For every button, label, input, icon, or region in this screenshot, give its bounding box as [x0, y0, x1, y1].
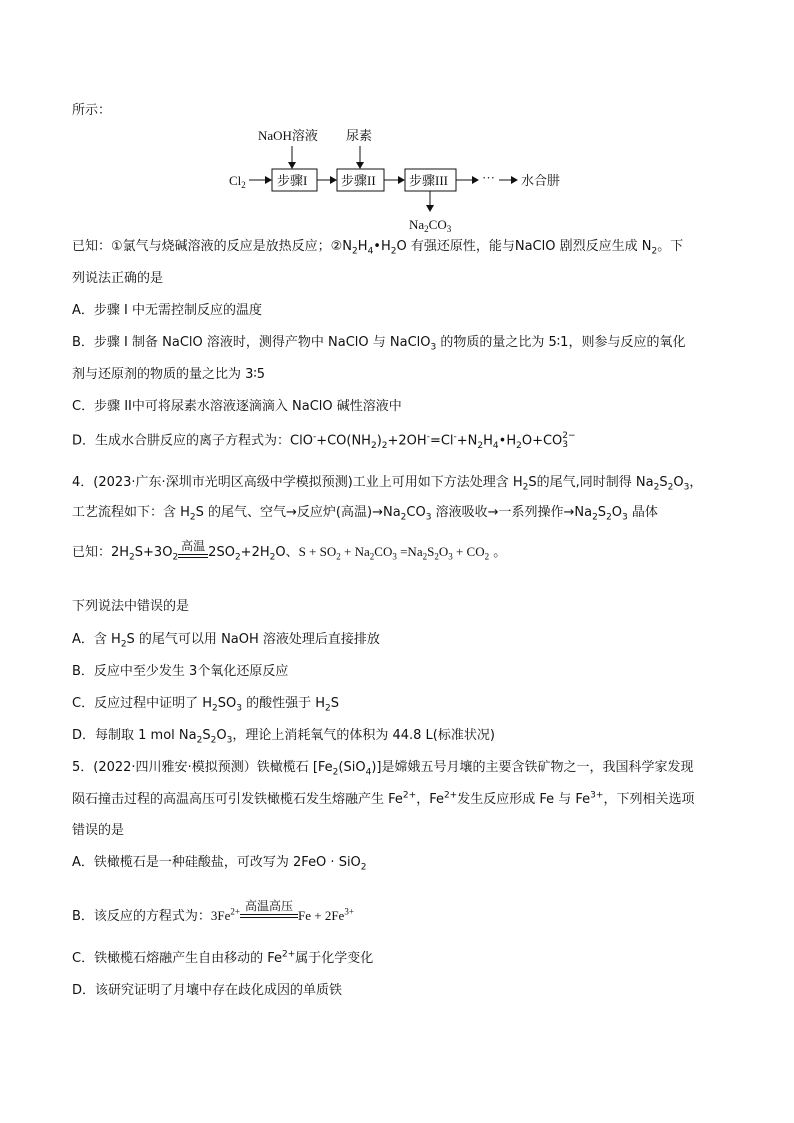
- q5-option-b: B．该反应的方程式为：$3Fe^{2+}$ 高温高压 $Fe + 2Fe^{3+}$: [72, 899, 354, 924]
- flow-ellipsis: ···: [482, 170, 495, 185]
- intro-text: 所示：: [72, 103, 112, 118]
- flow-arrowhead-3: [398, 176, 405, 184]
- flow-arrowhead-urea: [356, 162, 364, 169]
- flow-input-naoh: NaOH溶液: [258, 128, 318, 143]
- q5-option-c: C．铁橄榄石熔融产生自由移动的 $Fe^{2+}$属于化学变化: [72, 949, 374, 966]
- q3-known-line1: 已知：①氯气与烧碱溶液的反应是放热反应；$②N_2H_4•H_2O$ 有强还原性，能与NaClO 剧烈反应生成 $N_2$。下: [72, 239, 684, 257]
- q4-stem-line2: 工艺流程如下：含 $H_2S$ 的尾气、空气→反应炉(高温)$\to Na_2CO_3$ 溶液吸收→一系列操作$\to Na_2S_2O_3$ 晶体: [72, 505, 658, 523]
- flow-arrowhead-5: [511, 176, 518, 184]
- q4-option-d: D．每制取 1 mol $Na_2S_2O_3$，理论上消耗氧气的体积为 44.8 L(标准状况): [72, 728, 495, 746]
- flow-end-product: 水合肼: [521, 173, 561, 188]
- q4-reaction-arrow-hightemp: 高温: [178, 540, 208, 558]
- flow-arrowhead-4: [472, 176, 479, 184]
- q5-reaction-arrow-hightemp-highpressure: 高温高压: [240, 900, 298, 918]
- q3-option-d: D．生成水合肼反应的离子方程式为：$ClO^-+CO(NH_2)_2+2OH^-=Cl^-+N_2H_4•H_2O+CO$ 2− 3: [72, 431, 576, 452]
- flow-start-cl2: $Cl_2$: [229, 173, 246, 190]
- q5-option-a: A．铁橄榄石是一种硅酸盐，可改写为 2FeO · SiO$_2$: [72, 855, 367, 873]
- q4-option-b: B．反应中至少发生 3个氧化还原反应: [72, 664, 289, 679]
- flow-byproduct-na2co3: $Na_2CO_3$: [409, 217, 452, 234]
- q3-option-a: A．步骤 I 中无需控制反应的温度: [72, 303, 262, 318]
- q3-option-b-line1: B．步骤 I 制备 NaClO 溶液时，测得产物中 NaClO 与 NaClO$_3$ 的物质的量之比为 5∶1，则参与反应的氧化: [72, 335, 686, 353]
- flow-step1-label: 步骤I: [277, 173, 308, 188]
- flow-step2-label: 步骤II: [341, 173, 376, 188]
- q5-stem-line3: 错误的是: [72, 823, 125, 838]
- flow-step3-label: 步骤III: [409, 173, 448, 188]
- q5-stem-line1: 5．(2022·四川雅安·模拟预测）铁橄榄石 $[Fe_2(SiO_4)]$是嫦娥五号月壤的主要含铁矿物之一，我国科学家发现: [72, 760, 694, 778]
- q4-option-c: C．反应过程中证明了 $H_2SO_3$ 的酸性强于 $H_2S$: [72, 696, 339, 714]
- flow-arrowhead-naoh: [288, 162, 296, 169]
- q3-option-c: C．步骤 II中可将尿素水溶液逐滴滴入 NaClO 碱性溶液中: [72, 399, 402, 414]
- q3-known-line2: 列说法正确的是: [72, 271, 164, 286]
- flow-input-urea: 尿素: [346, 128, 373, 143]
- q3-option-b-line2: 剂与还原剂的物质的量之比为 3∶5: [72, 367, 266, 382]
- q5-stem-line2: 陨石撞击过程的高温高压可引发铁橄榄石发生熔融产生 $Fe^{2+}$，$Fe^{2+}$发生反应形成 Fe 与 $Fe^{3+}$，下列相关选项: [72, 790, 695, 807]
- process-flow-diagram: [0, 0, 794, 240]
- q4-known-equations: 已知：$2H_2S+3O_2$ 高温 $2SO_2+2H_2O$、$S + SO_2 + Na_2CO_3 =Na_2S_2O_3 + CO_2$ 。: [72, 539, 507, 563]
- flow-arrowhead-out: [426, 205, 434, 212]
- q4-question: 下列说法中错误的是: [72, 599, 190, 614]
- q5-option-d: D．该研究证明了月壤中存在歧化成因的单质铁: [72, 983, 343, 998]
- q4-stem-line1: 4．(2023·广东·深圳市光明区高级中学模拟预测)工业上可用如下方法处理含 $H_2S$的尾气,同时制得 $Na_2S_2O_3$，: [72, 475, 703, 493]
- flow-arrowhead-2: [330, 176, 337, 184]
- q4-option-a: A．含 $H_2S$ 的尾气可以用 NaOH 溶液处理后直接排放: [72, 632, 380, 650]
- flow-arrowhead-1: [265, 176, 272, 184]
